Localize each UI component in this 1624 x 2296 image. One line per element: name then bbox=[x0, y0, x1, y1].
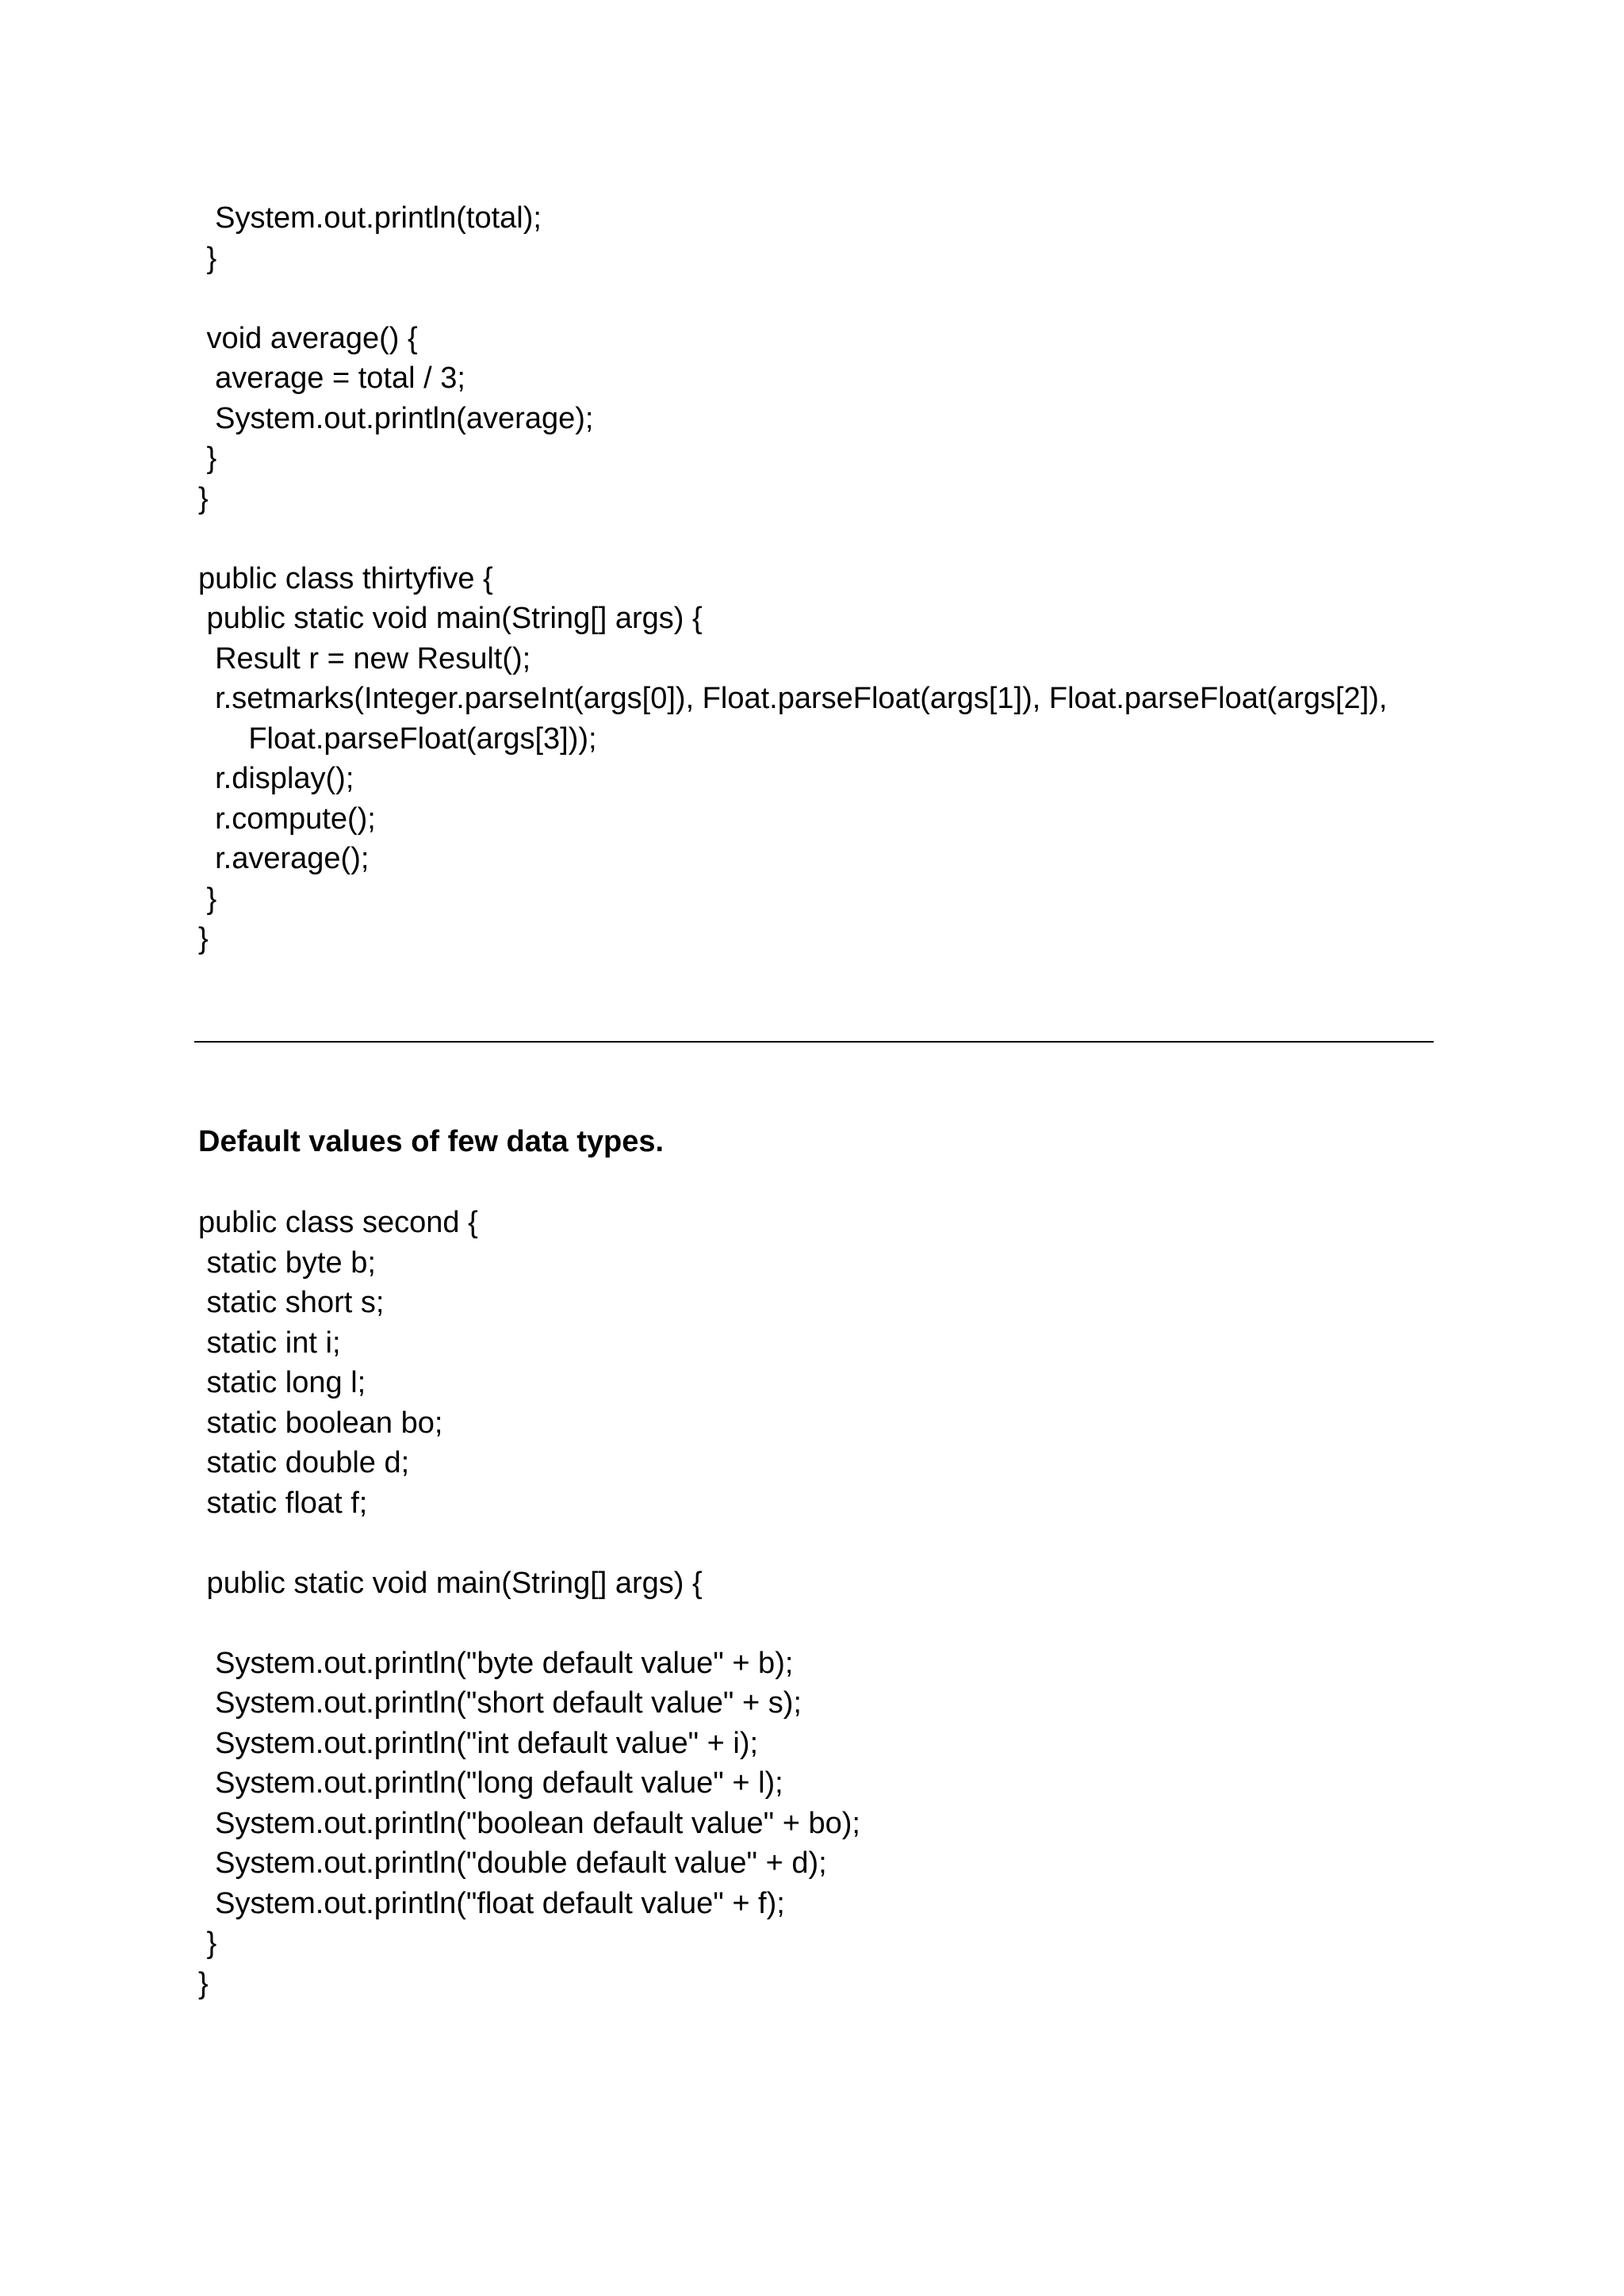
code-line: static short s; bbox=[198, 1286, 385, 1319]
code-block-result-main bbox=[198, 198, 1387, 959]
code-line bbox=[198, 278, 1387, 319]
code-line: public static void main(String[] args) { bbox=[198, 602, 703, 635]
code-line: Result r = new Result(); bbox=[198, 641, 531, 675]
code-line: public class thirtyfive { bbox=[198, 561, 493, 595]
code-line: r.setmarks(Integer.parseInt(args[0]), Float.parseFloat(args[1]), Float.parseFloat(args[2]), bbox=[198, 682, 1388, 715]
code-line: System.out.println(average); bbox=[198, 401, 594, 435]
code-line: public class second { bbox=[198, 1206, 478, 1239]
code-line: } bbox=[198, 1927, 217, 1960]
code-line: r.compute(); bbox=[198, 802, 376, 836]
code-line: } bbox=[198, 1966, 209, 2000]
code-line: } bbox=[198, 442, 217, 475]
code-line: } bbox=[198, 922, 209, 955]
code-line: System.out.println("double default value" + d); bbox=[198, 1846, 827, 1880]
code-line: static double d; bbox=[198, 1446, 410, 1479]
code-line: static int i; bbox=[198, 1326, 341, 1360]
code-line: r.display(); bbox=[198, 762, 354, 795]
code-line: System.out.println("byte default value" + b); bbox=[198, 1646, 794, 1680]
code-block-default-values bbox=[198, 1203, 860, 2003]
code-line: public static void main(String[] args) { bbox=[198, 1566, 703, 1600]
code-line: Float.parseFloat(args[3])); bbox=[198, 721, 597, 756]
code-line bbox=[198, 519, 1387, 559]
code-line: System.out.println("short default value" + s); bbox=[198, 1686, 802, 1720]
code-line: r.average(); bbox=[198, 842, 370, 875]
code-line: static byte b; bbox=[198, 1246, 376, 1280]
section-heading: Default values of few data types. bbox=[198, 1125, 665, 1158]
code-line: System.out.println("long default value" + l); bbox=[198, 1766, 783, 1800]
code-line: System.out.println("int default value" + i); bbox=[198, 1726, 759, 1760]
horizontal-rule bbox=[194, 1041, 1434, 1043]
code-line: static boolean bo; bbox=[198, 1406, 443, 1440]
code-line: average = total / 3; bbox=[198, 362, 465, 395]
code-line: static long l; bbox=[198, 1366, 366, 1399]
code-line: } bbox=[198, 241, 217, 275]
code-line: } bbox=[198, 481, 209, 515]
code-line: void average() { bbox=[198, 321, 418, 355]
code-line bbox=[198, 1523, 860, 1563]
code-line: System.out.println("float default value" + f); bbox=[198, 1886, 785, 1920]
code-line: System.out.println("boolean default value" + bo); bbox=[198, 1806, 860, 1840]
code-line bbox=[198, 1603, 860, 1644]
code-line: System.out.println(total); bbox=[198, 201, 542, 235]
code-line: static float f; bbox=[198, 1486, 368, 1520]
code-line: } bbox=[198, 882, 217, 916]
